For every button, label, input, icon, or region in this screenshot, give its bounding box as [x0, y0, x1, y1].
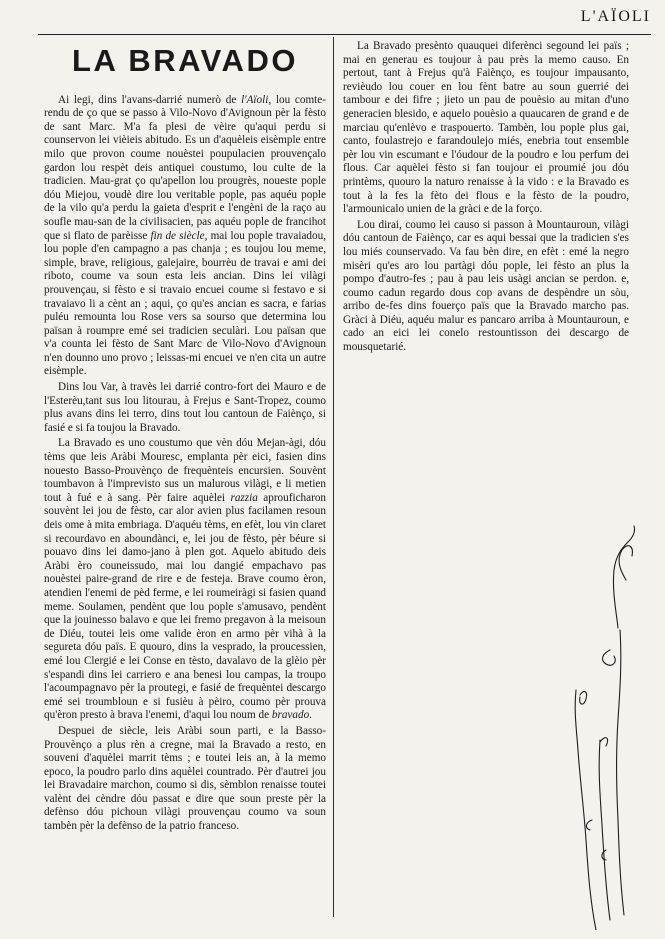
paragraph-text: , mai lou pople travaiadou, lou pople d'en campagno a pas chanja ; es toujou lou meme, simple, brave, religious, galejaire, bourrèu de travai e ami dei riboto, coume va soun esta leis ancian. Dins lei vilàgi prouvençau, si fèsto e si travaio encuei coume si festavo e si travaiavo li a cènt an ; aqui, ço qu'es ancian es sacra, e farias puléu remounta lou Rose vers sa sourso que determina lou païsan à roumpre emé sei tradicien seculàri. Lou païsan que v'a counta lei fèsto de Sant Marc de Vilo-Novo d'Avignoun n'en dounno uno provo ; leissas-mi encuei ve n'en cita un autre eisèmple. — [44, 229, 326, 378]
paragraph-text: Despuei de siècle, leis Aràbi soun parti, e la Basso-Prouvènço a plus rèn a cregne, mai la Bravado a resto, en souveni d'aquèlei marrit tèms ; e toutei leis an, à la memo epoco, la poudro parlo dins aquèlei countrado. Pèr d'autrei jou lei Bravadaire marchon, coumo si dis, sèmblon renaisse toutei valènt dei cèndre dóu passat e dire que soun preste pèr la defènso dóu pichoun vilàgi prouvençau coumo va soun tambèn pèr la defènso de la patrio franceso. — [44, 724, 326, 833]
handwritten-margin-note — [540, 520, 640, 930]
paragraph-text: La Bravado presènto quauquei diferènci segound lei païs ; mai en generau es toujour à pau près la memo causo. En pertout, tant à Frejus qu'à Faiènço, es toujour impausanto, revièudo lou couer en lou fènt batre au soun guerrié dei tambour e dei fifre ; jieto un pau de pouèsio au mitan d'uno generacien blesido, e aquelo pouèsio a quaucaren de grand e de marciau qu'enlèvo e traspouerto. Tambèn, lou pople plus gai, canto, foulastrejo e farandoulejo miés, enebria tout ensemble pèr lou vin escumant e l'óudour de la poudro e lou perfum dei flous. Car aquèlei fèsto si fan toujour ei proumié jou dóu printèms, quouro la naturo renaisse à la vido : e la Bravado es tout à la fes la fèto dei flous e la fèsto de la poudro, l'armounicalo unien de la gràci e de la forço. — [343, 40, 629, 216]
paragraph-text: , lou comte-rendu de ço que se passo à Vilo-Novo d'Avignoun pèr la fèsto de sant Marc. M'a fa plesi de vèire qu'aqui perdu si counservon lei vièieis abitudo. Es un d'aquèleis eisèmple entre milo que provon coume nouèstei poupulacien prouvençalo gardon lou respèt deis antiquei coustumo, lou culte de la tradicien. Mau-grat ço qu'apellon lou prougrès, noueste pople dóu Miejou, voudè dire lou veritable pople, pas aquéu pople de la vilo qu'a perdu la gaieta d'esprit e l'engèni de la raço au soufle mau-san de la civilisacien, pas aquéu pople de francihot que si flato de parèisse — [44, 93, 326, 242]
article-paragraph — [44, 725, 326, 834]
masthead: L'AÏOLI — [580, 8, 651, 25]
column-rule — [333, 37, 334, 917]
article-title: LA BRAVADO — [72, 43, 298, 78]
emphasized-text: l'Aïoli — [241, 93, 269, 106]
left-column — [44, 44, 326, 834]
emphasized-text: fin de siècle — [150, 229, 205, 242]
emphasized-text: razzia — [230, 491, 258, 504]
paragraph-text: aprouficharon souvènt lei jou de fèsto, car alor avien plus facilamen resoun deis ome à mita embriaga. D'aquéu tèms, en efèt, lou vin claret si recourdavo en aboundànci, e, lei jou de fèsto, pèr béure si pouavo dins lei damo-jano à plen got. Aquelo abitudo deis Aràbi èro couneissudo, mai lou dangié empachavo pas nouèstei paire-grand de rire e de festeja. Brave coumo èron, atendien l'enemi de pèd ferme, e lei roumeiràgi si fasien quand meme. Soulamen, pendènt que lou pople s'amusavo, pendènt que la jouinesso balavo e que lei fremo pregavon à la meisoun de Diéu, toutei leis ome valide èron en armo pèr vihà à la segureta dóu païs. E quouro, dins la vesprado, la proucessien, emé lou Clergié e lei Conse en tèsto, davalavo de la glèio pèr s'espandi dins lei carriero e ana benesi lou campas, la troupo l'acoumpagnavo pèr la proutegi, e fasié de frequèntei descargo emé sei troumbloun e si fusièu à pèiro, coumo pèr prouva qu'èron presto à brava l'enemi, d'aqui lou noum de — [44, 491, 327, 722]
paragraph-text: Ai legi, dins l'avans-darrié numerò de — [58, 93, 242, 106]
article-paragraph — [343, 219, 629, 355]
handwritten-note-image — [540, 520, 640, 930]
header-rule — [38, 34, 651, 35]
paragraph-text: Dins lou Var, à travès lei darrié contro-fort dei Mauro e de l'Esterèu,tant sus lou litourau, à Frejus e Sant-Tropez, coumo plus avans dins lei terro, dins tout lou cantoun de Faiènço, si fasié e si fa toujou la Bravado. — [44, 381, 326, 434]
paragraph-text: Lou dirai, coumo lei causo si passon à Mountauroun, vilàgi dóu cantoun de Faiènço, car es aqui bessai que la tradicien s'es lou miés counservado. Va fau bèn dire, en efèt : emé la negro misèri qu'es aro lou partàgi dóu pople, lei fèsto an plus la pompo d'autro-fes ; pau à pau leis usàgi ancian se perdon. e, coumo cadun regardo dous cop avans de despèndre un sòu, arribo de-fes dins fouerço païs que la Bravado marcho pas. Gràci à Diéu, aquéu malur es pancaro arriba à Mountauroun, e cado an eici lei conelo restountisson dei descargo de mousquetarié. — [343, 218, 629, 354]
emphasized-text: bravado — [271, 709, 310, 722]
left-column-body — [44, 94, 326, 834]
article-paragraph — [343, 40, 629, 217]
right-column — [343, 40, 629, 355]
article-paragraph — [44, 381, 326, 435]
paragraph-text: La Bravado es uno coustumo que vèn dóu Mejan-àgi, dóu tèms que leis Aràbi Mouresc, emplanta pèr eici, fasien dins nouesto Basso-Prouvènço de frequènteis encursien. Souvènt toumbavon à l'imprevisto sus un malurous vilàgi, e li metien tout à fué e à sang. Pèr faire aquèlei — [44, 437, 326, 504]
paragraph-text: . — [309, 709, 312, 722]
article-paragraph — [44, 94, 326, 379]
article-paragraph — [44, 437, 326, 722]
right-column-body — [343, 40, 629, 355]
